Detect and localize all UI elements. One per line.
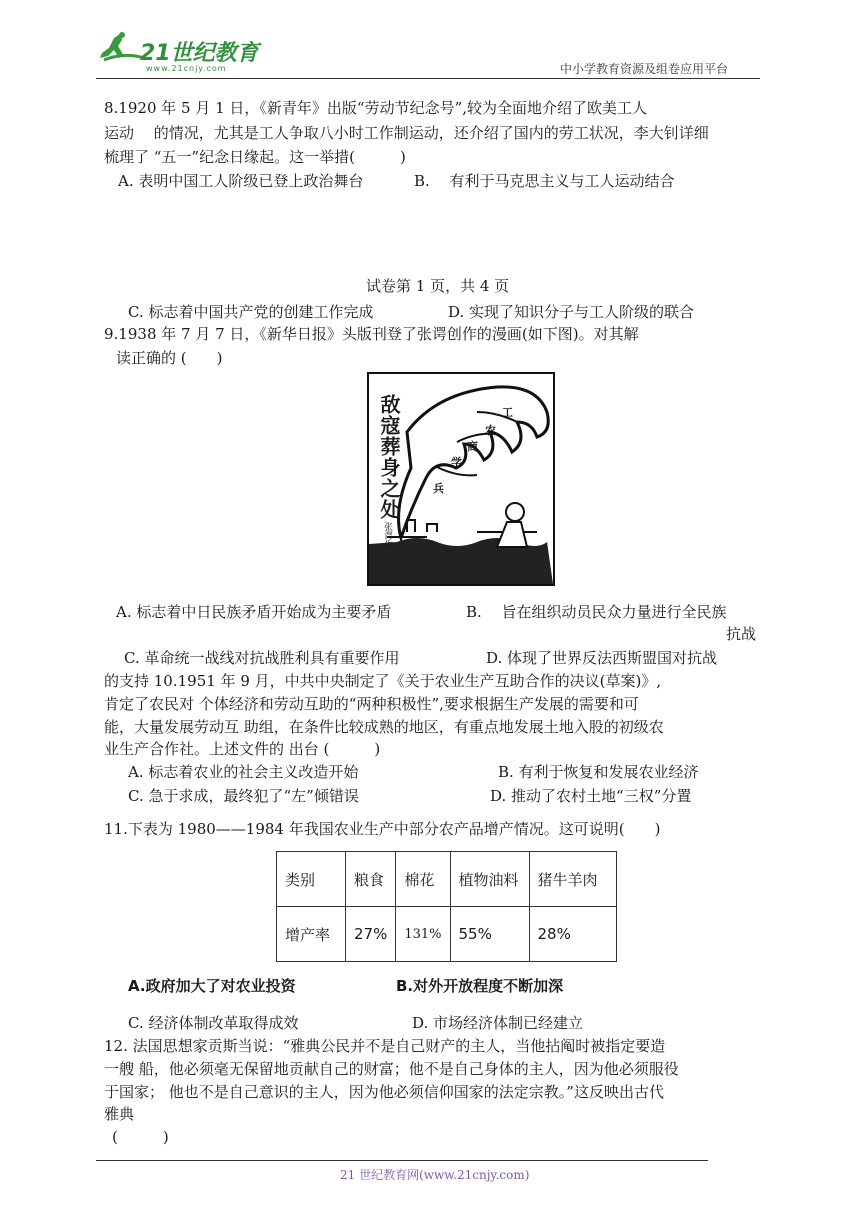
- cartoon-hand-char: 商: [467, 440, 478, 453]
- site-logo: [96, 30, 261, 78]
- q11-option-c: C. 经济体制改革取得成效: [128, 1014, 299, 1032]
- footer-text: 21 世纪教育网(www.21cnjy.com): [340, 1168, 530, 1182]
- q9-option-a: A. 标志着中日民族矛盾开始成为主要矛盾: [116, 603, 392, 621]
- q12-line-5: ( ): [112, 1128, 169, 1146]
- q10-line-1: 的支持 10.1951 年 9 月，中共中央制定了《关于农业生产互助合作的决议(草案)》,: [104, 672, 662, 690]
- q10-line-4: 业生产合作社。上述文件的 出台 ( ): [104, 740, 381, 758]
- q9-option-c: C. 革命统一战线对抗战胜利具有重要作用: [124, 649, 400, 667]
- q11-option-b: B.对外开放程度不断加深: [396, 977, 564, 995]
- table-row: [277, 907, 617, 962]
- q12-line-4: 雅典: [104, 1105, 135, 1123]
- header-divider: [96, 78, 760, 79]
- q11-option-a: A.政府加大了对农业投资: [128, 977, 296, 995]
- q8-option-a: A. 表明中国工人阶级已登上政治舞台: [118, 172, 364, 190]
- q10-option-a: A. 标志着农业的社会主义改造开始: [128, 763, 359, 781]
- q9-line-2: 读正确的 ( ): [116, 349, 223, 367]
- q8-line-1: 8.1920 年 5 月 1 日，《新青年》出版“劳动节纪念号”,较为全面地介绍了欧美工人: [104, 99, 648, 117]
- cartoon-signature: 张谔作: [382, 522, 392, 549]
- q12-line-1: 12. 法国思想家贡斯当说：“雅典公民并不是自己财产的主人，当他拈阄时被指定要造: [104, 1037, 666, 1055]
- cartoon-hand-char: 农: [485, 424, 496, 437]
- production-table: [276, 851, 617, 962]
- q8-line-3: 梳理了 “五一”纪念日缘起。这一举措( ): [104, 148, 406, 166]
- q10-option-b: B. 有利于恢复和发展农业经济: [498, 763, 699, 781]
- q11-option-d: D. 市场经济体制已经建立: [412, 1014, 584, 1032]
- q9-option-b-continued: 抗战: [726, 625, 757, 643]
- q8-option-c: C. 标志着中国共产党的创建工作完成: [128, 303, 374, 321]
- cartoon-hand-char: 工: [502, 406, 513, 419]
- q9-option-b: B. 旨在组织动员民众力量进行全民族: [466, 603, 727, 621]
- header-platform-text: 中小学教育资源及组卷应用平台: [560, 62, 729, 76]
- table-header-cell: 植物油料: [450, 852, 529, 907]
- table-header-cell: 类别: [277, 852, 346, 907]
- q8-option-d: D. 实现了知识分子与工人阶级的联合: [448, 303, 695, 321]
- cartoon-hand-char: 学: [451, 456, 462, 469]
- q8-line-2: 运动 的情况，尤其是工人争取八小时工作制运动，还介绍了国内的劳工状况，李大钊详细: [104, 124, 709, 142]
- q12-line-3: 于国家； 他也不是自己意识的主人，因为他必须信仰国家的法定宗教。”这反映出古代: [104, 1083, 664, 1101]
- table-header-cell: 粮食: [346, 852, 396, 907]
- table-cell: 28%: [529, 907, 616, 962]
- q10-option-c: C. 急于求成，最终犯了“左”倾错误: [128, 787, 359, 805]
- table-header-row: [277, 852, 617, 907]
- table-cell: 55%: [450, 907, 529, 962]
- q11-line-1: 11.下表为 1980——1984 年我国农业生产中部分农产品增产情况。这可说明( ): [104, 820, 661, 838]
- cartoon-title: 敌寇葬身之处: [377, 394, 401, 520]
- q8-option-b: B. 有利于马克思主义与工人运动结合: [414, 172, 675, 190]
- table-cell: 增产率: [277, 907, 346, 962]
- cartoon-hand-char: 兵: [433, 482, 444, 495]
- q9-line-1: 9.1938 年 7 月 7 日，《新华日报》头版刊登了张谔创作的漫画(如下图)。对其解: [104, 325, 639, 343]
- page-marker: 试卷第 1 页，共 4 页: [366, 277, 510, 295]
- table-cell: 131%: [396, 907, 450, 962]
- table-cell: 27%: [346, 907, 396, 962]
- q10-line-3: 能，大量发展劳动互 助组，在条件比较成熟的地区，有重点地发展土地入股的初级农: [104, 718, 664, 736]
- q10-line-2: 肯定了农民对 个体经济和劳动互助的“两种积极性”,要求根据生产发展的需要和可: [104, 695, 639, 713]
- q12-line-2: 一艘 船，他必须毫无保留地贡献自己的财富；他不是自己身体的主人，因为他必须服役: [104, 1060, 679, 1078]
- logo-url: www.21cnjy.com: [146, 64, 227, 73]
- q10-option-d: D. 推动了农村土地“三权”分置: [490, 787, 692, 805]
- logo-text: 21世纪教育: [140, 41, 259, 66]
- cartoon-image: [367, 372, 555, 586]
- table-header-cell: 棉花: [396, 852, 450, 907]
- footer-divider: [96, 1160, 708, 1161]
- q9-option-d: D. 体现了世界反法西斯盟国对抗战: [486, 649, 718, 667]
- table-header-cell: 猪牛羊肉: [529, 852, 616, 907]
